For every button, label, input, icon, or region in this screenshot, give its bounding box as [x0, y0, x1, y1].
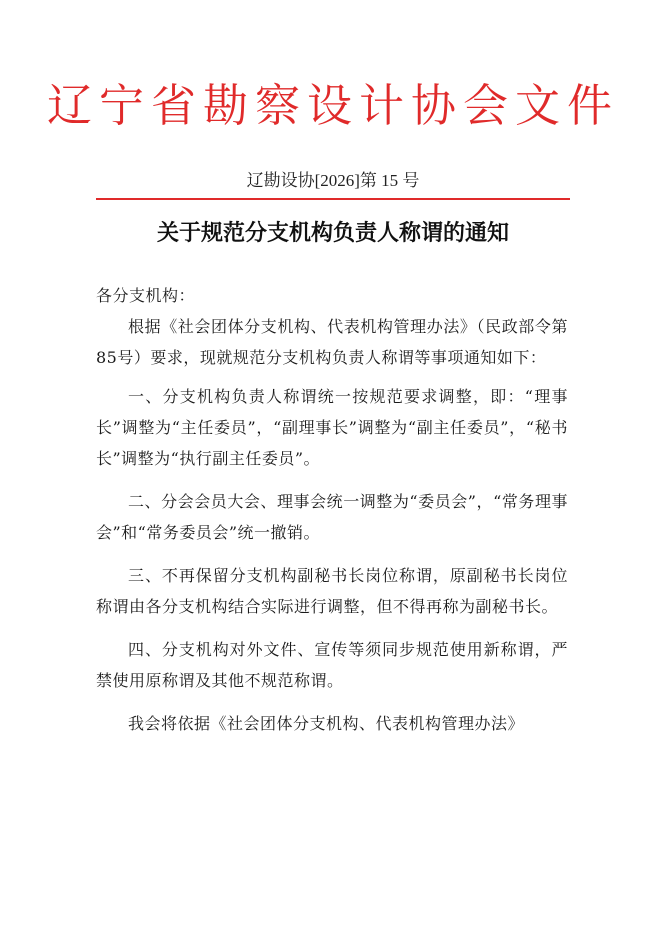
notice-title: 关于规范分支机构负责人称谓的通知	[156, 221, 509, 246]
paragraph-item-2: 二、分会会员大会、理事会统一调整为“委员会”，“常务理事会”和“常务委员会”统一撤销。	[96, 492, 568, 542]
paragraph-intro: 根据《社会团体分支机构、代表机构管理办法》（民政部令第85号）要求，现就规范分支机构负责人称谓等事项通知如下：	[96, 317, 568, 367]
paragraph-item-4: 四、分支机构对外文件、宣传等须同步规范使用新称谓，严禁使用原称谓及其他不规范称谓。	[96, 640, 568, 690]
salutation: 各分支机构：	[96, 286, 196, 305]
header-divider	[96, 198, 570, 200]
paragraph-item-1: 一、分支机构负责人称谓统一按规范要求调整，即：“理事长”调整为“主任委员”，“副理事长”调整为“副主任委员”，“秘书长”调整为“执行副主任委员”。	[96, 387, 568, 468]
paragraph-closing: 我会将依据《社会团体分支机构、代表机构管理办法》	[128, 714, 525, 733]
org-document-header: 辽宁省勘察设计协会文件	[46, 79, 619, 132]
notice-body	[96, 280, 568, 751]
document-number: 辽勘设协[2026]第 15 号	[246, 171, 420, 190]
paragraph-item-3: 三、不再保留分支机构副秘书长岗位称谓，原副秘书长岗位称谓由各分支机构结合实际进行调整，但不得再称为副秘书长。	[96, 566, 568, 616]
